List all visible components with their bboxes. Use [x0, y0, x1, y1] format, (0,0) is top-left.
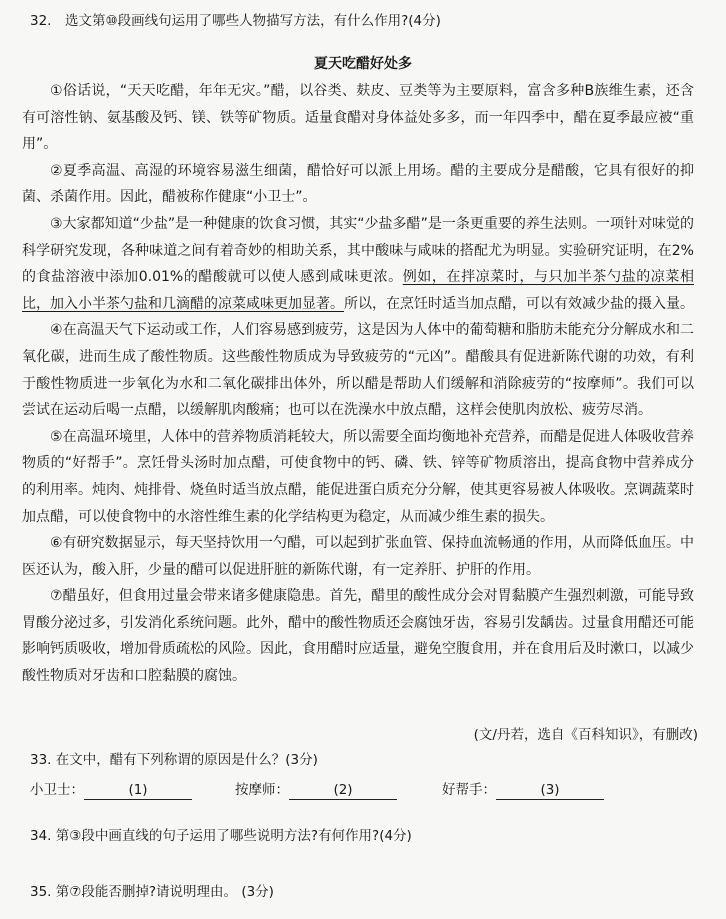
blank-label: 按摩师：	[235, 782, 289, 798]
paragraph-7: ⑦醋虽好，但食用过量会带来诸多健康隐患。首先，醋里的酸性成分会对胃黏膜产生强烈刺激，可能导致胃酸分泌过多，引发消化系统问题。此外，醋中的酸性物质还会腐蚀牙齿，容易引发龋齿。过量食用醋还可能影响钙质吸收，增加骨质疏松的风险。因此，食用醋时应适量，避免空腹食用，并在食用后及时漱口，以减少酸性物质对牙齿和口腔黏膜的腐蚀。	[22, 588, 694, 685]
article-body	[22, 78, 694, 690]
paragraph-1: ①俗话说，“天天吃醋，年年无灾。”醋，以谷类、麸皮、豆类等为主要原料，富含多种B族维生素，还含有可溶性钠、氨基酸及钙、镁、铁等矿物质。适量食醋对身体益处多多，而一年四季中，醋在夏季最应被“重用”。	[22, 83, 694, 153]
answer-blank[interactable]: (2)	[289, 781, 397, 800]
paragraph-3-text-end: 所以，在烹饪时适当加点醋，可以有效减少盐的摄入量。	[344, 295, 694, 312]
question-33: 33. 在文中，醋有下列称谓的原因是什么？(3分)	[30, 752, 318, 768]
paragraph-3	[22, 211, 694, 317]
paragraph-3-text: ③大家都知道“少盐”是一种健康的饮食习惯，其实“少盐多醋”是一条更重要的养生法则。一项针对味觉的科学研究发现，各种味道之间有着奇妙的相助关系，其中酸味与咸味的搭配尤为明显。实验研究证明，在2%的食盐溶液中添加0.01%的醋酸就可以使人感到咸味更浓。	[22, 215, 694, 286]
underlined-sentence: 例如，在拌凉菜时，与只加半茶勺盐的凉菜相比，加入小半茶勺盐和几滴醋的凉菜咸味更加显著。	[22, 269, 694, 312]
article-source: (文/丹若，选自《百科知识》，有删改)	[473, 727, 698, 743]
blank-item-3	[442, 778, 604, 800]
answer-blank[interactable]: (1)	[84, 781, 192, 800]
question-35: 35. 第⑦段能否删掉?请说明理由。 (3分)	[30, 884, 274, 900]
answer-blank[interactable]: (3)	[496, 781, 604, 800]
paragraph-6: ⑥有研究数据显示，每天坚持饮用一勺醋，可以起到扩张血管、保持血流畅通的作用，从而降低血压。中医还认为，酸入肝，少量的醋可以促进肝脏的新陈代谢，有一定养肝、护肝的作用。	[22, 535, 694, 578]
blank-label: 小卫士：	[30, 782, 84, 798]
blank-label: 好帮手：	[442, 782, 496, 798]
article-title: 夏天吃醋好处多	[314, 56, 412, 72]
blank-item-2	[235, 778, 397, 800]
paragraph-2: ②夏季高温、高湿的环境容易滋生细菌，醋恰好可以派上用场。醋的主要成分是醋酸，它具有很好的抑菌、杀菌作用。因此，醋被称作健康“小卫士”。	[22, 162, 694, 206]
question-32: 32. 选文第⑩段画线句运用了哪些人物描写方法，有什么作用?(4分)	[30, 13, 441, 29]
question-34: 34. 第③段中画直线的句子运用了哪些说明方法?有何作用?(4分)	[30, 828, 412, 844]
answer-blanks	[30, 778, 690, 800]
paragraph-5: ⑤在高温环境里，人体中的营养物质消耗较大，所以需要全面均衡地补充营养，而醋是促进人体吸收营养物质的“好帮手”。烹饪骨头汤时加点醋，可使食物中的钙、磷、铁、锌等矿物质溶出，提高食物中营养成分的利用率。炖肉、炖排骨、烧鱼时适当放点醋，能促进蛋白质充分分解，使其更容易被人体吸收。烹调蔬菜时加点醋，可以使食物中的水溶性维生素的化学结构更为稳定，从而减少维生素的损失。	[22, 428, 694, 525]
paragraph-4: ④在高温天气下运动或工作，人们容易感到疲劳，这是因为人体中的葡萄糖和脂肪未能充分分解成水和二氧化碳，进而生成了酸性物质。这些酸性物质成为导致疲劳的“元凶”。醋酸具有促进新陈代谢的功效，有利于酸性物质进一步氧化为水和二氧化碳排出体外，所以醋是帮助人们缓解和消除疲劳的“按摩师”。我们可以尝试在运动后喝一点醋，以缓解肌肉酸痛；也可以在洗澡水中放点醋，这样会使肌肉放松、疲劳尽消。	[22, 322, 694, 419]
blank-item-1	[30, 778, 192, 800]
